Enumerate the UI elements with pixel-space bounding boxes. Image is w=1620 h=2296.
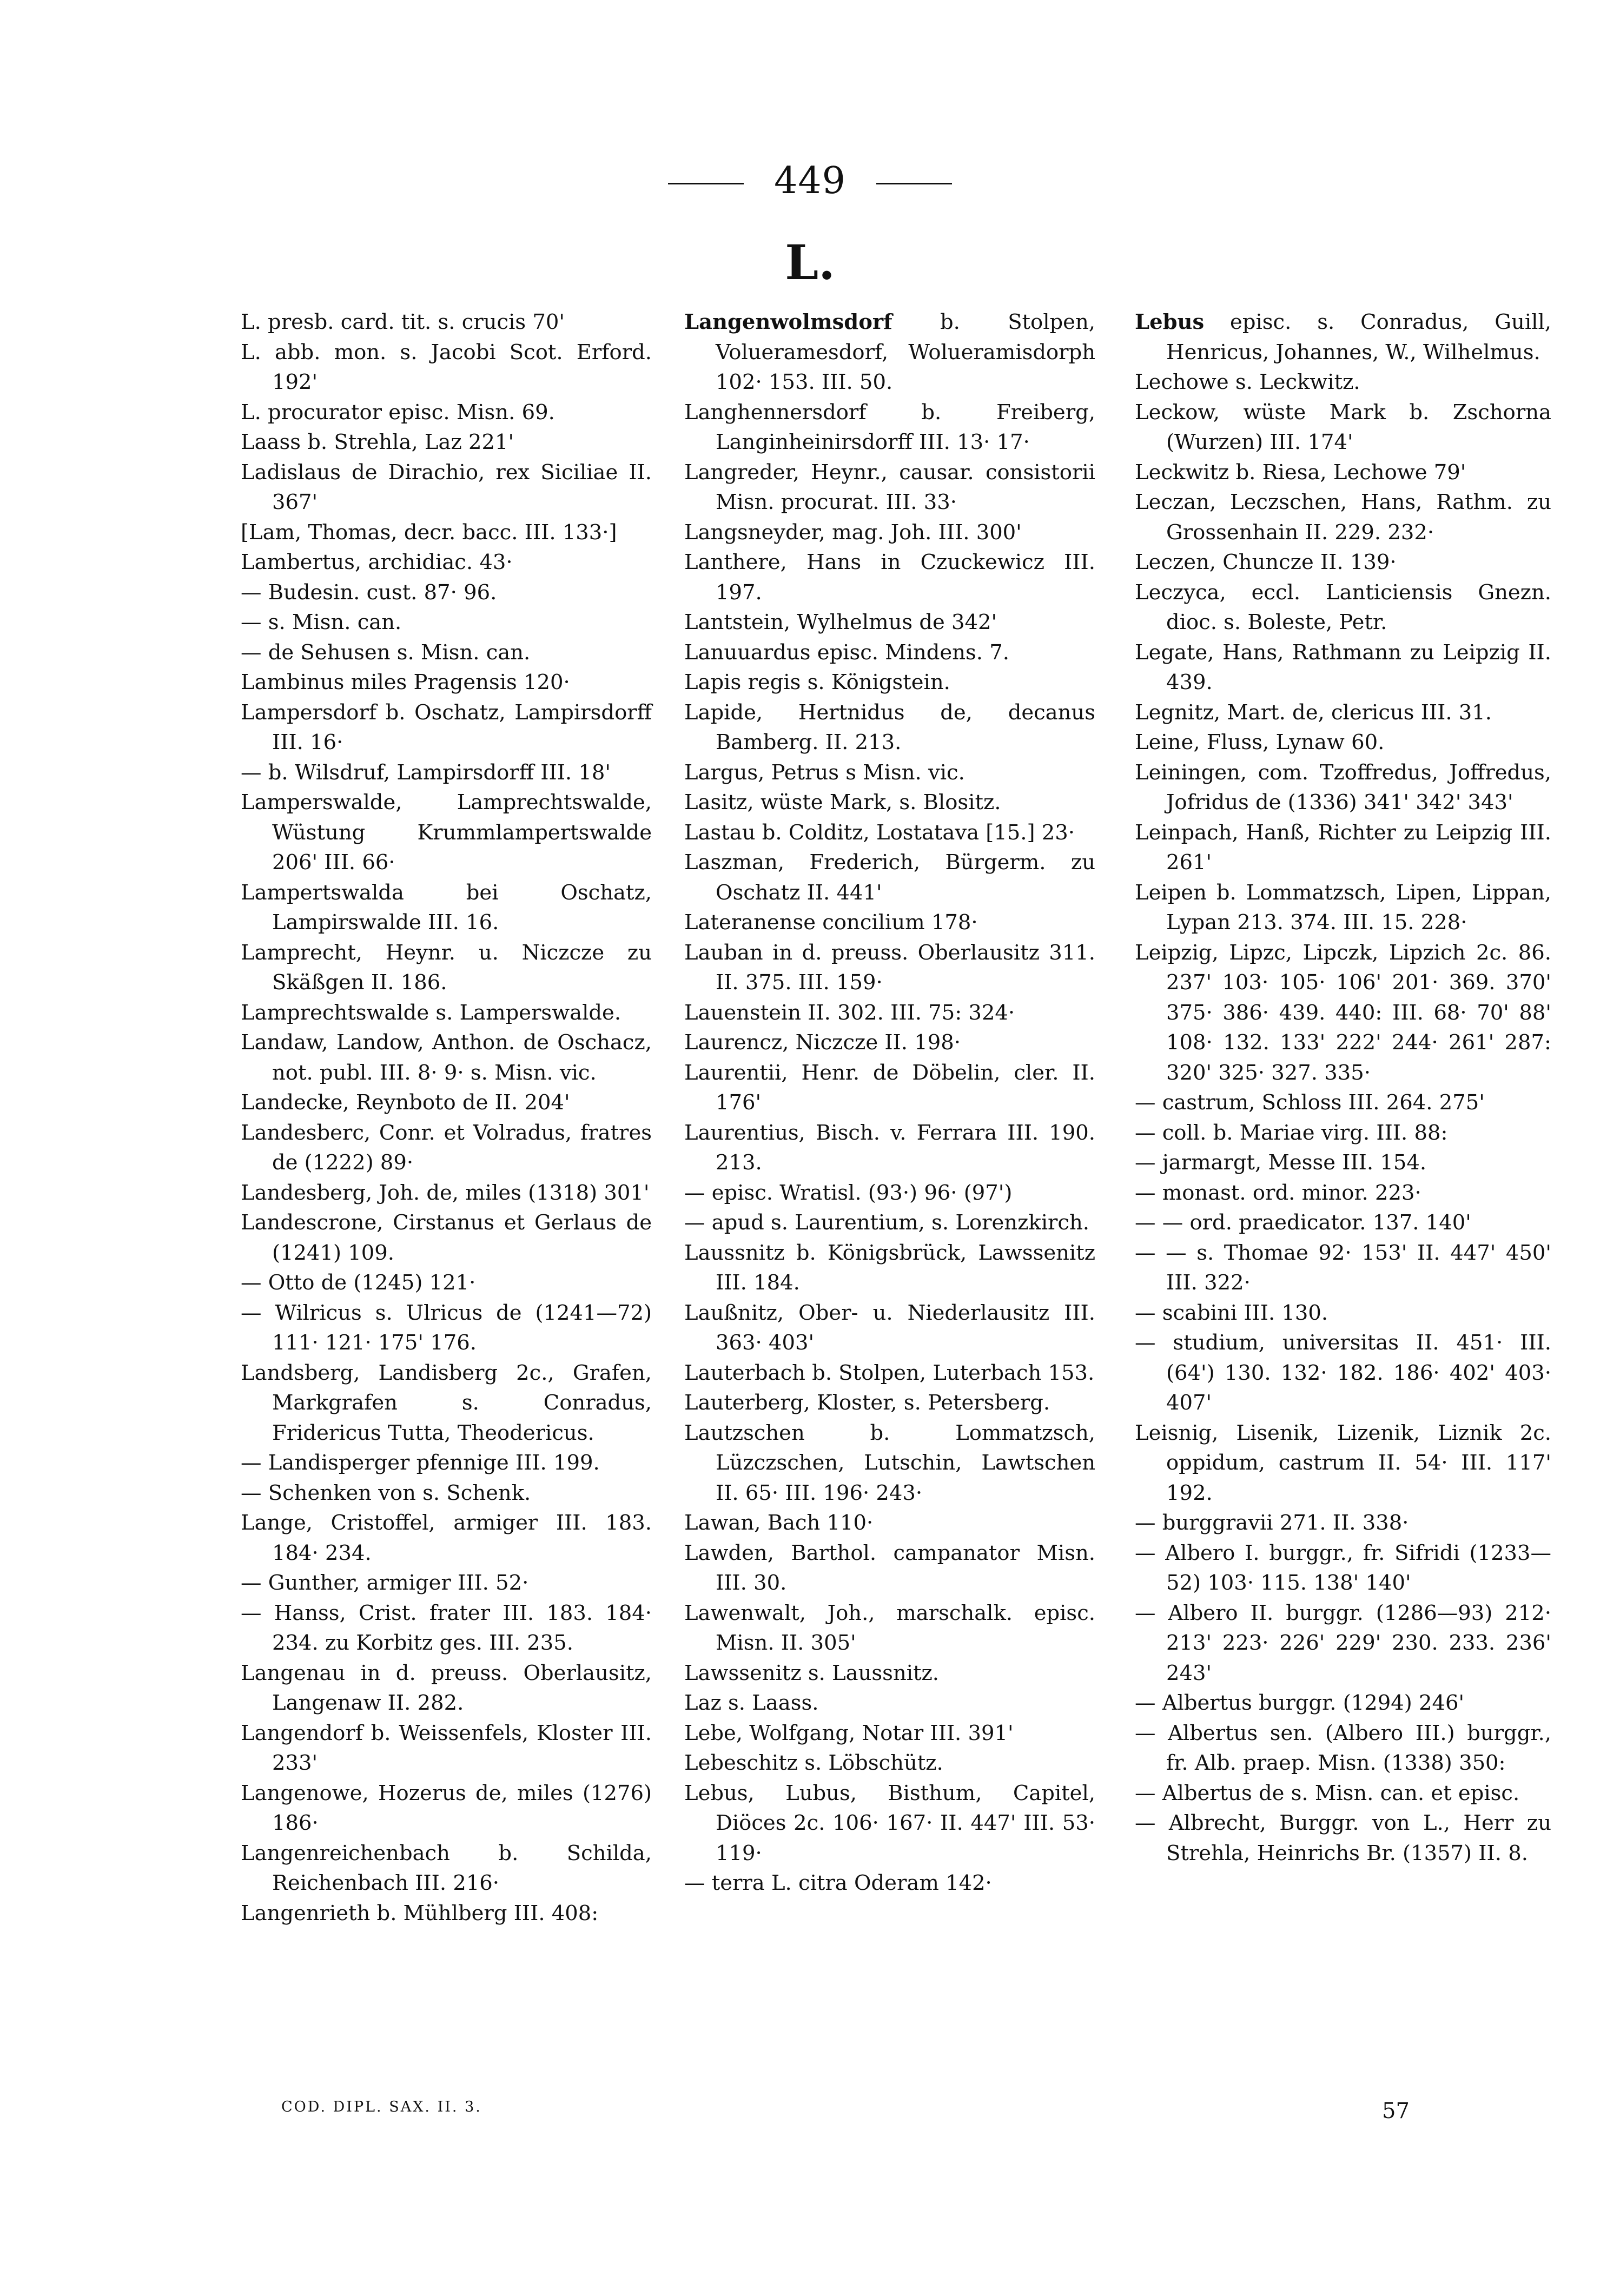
index-entry: Legnitz, Mart. de, clericus III. 31.	[1135, 700, 1492, 725]
index-entry: L. abb. mon. s. Jacobi Scot. Erford. 192'	[241, 340, 652, 394]
index-entry: Landesberc, Conr. et Volradus, fratres de (1222) 89·	[241, 1120, 652, 1175]
index-entry: — Albero II. burggr. (1286—93) 212· 213' 223· 226' 229' 230. 233. 236' 243'	[1135, 1600, 1551, 1685]
index-entry: Lastau b. Colditz, Lostatava [15.] 23·	[684, 820, 1075, 845]
entry-lemma: Langenwolmsdorf	[684, 310, 892, 334]
index-entry: L. procurator episc. Misn. 69.	[241, 400, 555, 425]
index-entry: Lamprecht, Heynr. u. Niczcze zu Skäßgen II. 186.	[241, 940, 652, 995]
index-entry: — apud s. Laurentium, s. Lorenzkirch.	[684, 1210, 1090, 1235]
index-entry: — — s. Thomae 92· 153' II. 447' 450' III. 322·	[1135, 1240, 1551, 1295]
index-entry: Leiningen, com. Tzoffredus, Joffredus, Jofridus de (1336) 341' 342' 343'	[1135, 760, 1551, 815]
index-entry: [Lam, Thomas, decr. bacc. III. 133·]	[241, 520, 617, 545]
page-number-header	[0, 160, 1620, 203]
index-entry: Lebeschitz s. Löbschütz.	[684, 1751, 943, 1775]
index-entry: Legate, Hans, Rathmann zu Leipzig II. 439.	[1135, 640, 1551, 694]
index-entry: Lambinus miles Pragensis 120·	[241, 670, 570, 694]
index-entry: Lautzschen b. Lommatzsch, Lüzczschen, Lutschin, Lawtschen II. 65· III. 196· 243·	[684, 1420, 1095, 1505]
index-entry: Lapide, Hertnidus de, decanus Bamberg. II. 213.	[684, 700, 1095, 755]
index-entry: Lawden, Barthol. campanator Misn. III. 30.	[684, 1540, 1095, 1595]
index-entry: Langendorf b. Weissenfels, Kloster III. 233'	[241, 1721, 652, 1775]
index-entry: Langenwolmsdorf b. Stolpen, Volueramesdorf, Wolueramisdorph 102· 153. III. 50.	[684, 310, 1095, 394]
index-column-right	[1135, 307, 1551, 1868]
index-entry: Leipzig, Lipzc, Lipczk, Lipzich 2c. 86. 237' 103· 105· 106' 201· 369. 370' 375· 386· 439. 440: III. 68· 70' 88' 108· 132. 133' 222' 244· 261' 287: 320' 325· 327. 335·	[1135, 940, 1551, 1085]
index-entry: — episc. Wratisl. (93·) 96· (97')	[684, 1180, 1013, 1205]
index-entry: Largus, Petrus s Misn. vic.	[684, 760, 965, 785]
index-entry: — de Sehusen s. Misn. can.	[241, 640, 531, 665]
index-entry: Lanthere, Hans in Czuckewicz III. 197.	[684, 550, 1095, 605]
index-entry: — Albertus de s. Misn. can. et episc.	[1135, 1781, 1520, 1805]
index-entry: Langenrieth b. Mühlberg III. 408:	[241, 1901, 599, 1926]
index-entry: Lauban in d. preuss. Oberlausitz 311. II. 375. III. 159·	[684, 940, 1095, 995]
index-entry: Lateranense concilium 178·	[684, 910, 978, 935]
index-entry: Lechowe s. Leckwitz.	[1135, 370, 1360, 394]
index-entry: Laußnitz, Ober- u. Niederlausitz III. 363· 403'	[684, 1300, 1095, 1355]
index-entry: Leckow, wüste Mark b. Zschorna (Wurzen) III. 174'	[1135, 400, 1551, 454]
index-entry: Leczan, Leczschen, Hans, Rathm. zu Grossenhain II. 229. 232·	[1135, 490, 1551, 545]
index-entry: Landecke, Reynboto de II. 204'	[241, 1090, 570, 1115]
index-entry: Leipen b. Lommatzsch, Lipen, Lippan, Lypan 213. 374. III. 15. 228·	[1135, 880, 1551, 935]
index-entry: Lamprechtswalde s. Lamperswalde.	[241, 1000, 621, 1025]
index-entry: — Landisperger pfennige III. 199.	[241, 1451, 600, 1475]
index-entry: Lawenwalt, Joh., marschalk. episc. Misn. II. 305'	[684, 1600, 1095, 1655]
index-entry: — Gunther, armiger III. 52·	[241, 1571, 529, 1595]
index-entry: Lapis regis s. Königstein.	[684, 670, 950, 694]
index-entry: Leinpach, Hanß, Richter zu Leipzig III. 261'	[1135, 820, 1551, 875]
left-rule	[668, 183, 744, 184]
index-entry: Lamperswalde, Lamprechtswalde, Wüstung Krummlampertswalde 206' III. 66·	[241, 790, 652, 875]
index-entry: — scabini III. 130.	[1135, 1300, 1328, 1325]
index-column-left	[241, 307, 652, 1928]
right-rule	[876, 183, 952, 184]
index-entry: — Albertus burggr. (1294) 246'	[1135, 1691, 1465, 1715]
index-entry: Landescrone, Cirstanus et Gerlaus de (1241) 109.	[241, 1210, 652, 1265]
index-entry: — jarmargt, Messe III. 154.	[1135, 1150, 1427, 1175]
index-entry: — s. Misn. can.	[241, 610, 402, 634]
index-entry: Langreder, Heynr., causar. consistorii Misn. procurat. III. 33·	[684, 460, 1095, 514]
index-entry: — Albero I. burggr., fr. Sifridi (1233—52) 103· 115. 138' 140'	[1135, 1540, 1551, 1595]
index-entry: Langenau in d. preuss. Oberlausitz, Langenaw II. 282.	[241, 1660, 652, 1715]
index-entry: Lawssenitz s. Laussnitz.	[684, 1660, 940, 1685]
index-entry: Lasitz, wüste Mark, s. Blositz.	[684, 790, 1001, 815]
index-entry: Laz s. Laass.	[684, 1691, 819, 1715]
index-entry: Lauenstein II. 302. III. 75: 324·	[684, 1000, 1015, 1025]
index-entry: Leczyca, eccl. Lanticiensis Gnezn. dioc. s. Boleste, Petr.	[1135, 580, 1551, 634]
index-entry: Langsneyder, mag. Joh. III. 300'	[684, 520, 1022, 545]
index-entry: Laussnitz b. Königsbrück, Lawssenitz III. 184.	[684, 1240, 1095, 1295]
index-entry: — Albrecht, Burggr. von L., Herr zu Strehla, Heinrichs Br. (1357) II. 8.	[1135, 1811, 1551, 1865]
index-entry: Lampertswalda bei Oschatz, Lampirswalde III. 16.	[241, 880, 652, 935]
index-entry: Ladislaus de Dirachio, rex Siciliae II. 367'	[241, 460, 652, 514]
index-entry: Lantstein, Wylhelmus de 342'	[684, 610, 997, 634]
index-entry: Lawan, Bach 110·	[684, 1511, 874, 1535]
footer-sheet-number: 57	[1382, 2099, 1410, 2123]
index-entry: Lauterbach b. Stolpen, Luterbach 153.	[684, 1360, 1095, 1385]
index-entry: Laszman, Frederich, Bürgerm. zu Oschatz II. 441'	[684, 850, 1095, 905]
index-entry: Langhennersdorf b. Freiberg, Langinheinirsdorff III. 13· 17·	[684, 400, 1095, 454]
index-entry: Laurentii, Henr. de Döbelin, cler. II. 176'	[684, 1060, 1095, 1115]
index-entry: — — ord. praedicator. 137. 140'	[1135, 1210, 1471, 1235]
index-entry: Langenowe, Hozerus de, miles (1276) 186·	[241, 1781, 652, 1835]
index-entry: L. presb. card. tit. s. crucis 70'	[241, 310, 565, 334]
index-entry: Landsberg, Landisberg 2c., Grafen, Markgrafen s. Conradus, Fridericus Tutta, Theodericus.	[241, 1360, 652, 1445]
index-entry: — Hanss, Crist. frater III. 183. 184· 234. zu Korbitz ges. III. 235.	[241, 1600, 652, 1655]
index-entry: Lebus, Lubus, Bisthum, Capitel, Diöces 2c. 106· 167· II. 447' III. 53· 119·	[684, 1781, 1095, 1865]
index-entry: Lebus episc. s. Conradus, Guill, Henricus, Johannes, W., Wilhelmus.	[1135, 310, 1551, 365]
index-entry: Landesberg, Joh. de, miles (1318) 301'	[241, 1180, 650, 1205]
index-entry: Leisnig, Lisenik, Lizenik, Liznik 2c. oppidum, castrum II. 54· III. 117' 192.	[1135, 1420, 1551, 1505]
section-letter: L.	[785, 234, 835, 290]
page-number: 449	[774, 160, 846, 202]
entry-lemma: Lebus	[1135, 310, 1205, 334]
index-column-middle	[684, 307, 1095, 1898]
index-entry: Lampersdorf b. Oschatz, Lampirsdorff III. 16·	[241, 700, 652, 755]
index-entry: — Albertus sen. (Albero III.) burggr., fr. Alb. praep. Misn. (1338) 350:	[1135, 1721, 1551, 1775]
index-entry: Lebe, Wolfgang, Notar III. 391'	[684, 1721, 1014, 1745]
index-entry: Lanuuardus episc. Mindens. 7.	[684, 640, 1009, 665]
index-entry: Laass b. Strehla, Laz 221'	[241, 430, 514, 454]
index-entry: — burggravii 271. II. 338·	[1135, 1511, 1409, 1535]
index-entry: — coll. b. Mariae virg. III. 88:	[1135, 1120, 1448, 1145]
index-entry: — Budesin. cust. 87· 96.	[241, 580, 497, 605]
index-entry: Leckwitz b. Riesa, Lechowe 79'	[1135, 460, 1466, 485]
index-entry: — Wilricus s. Ulricus de (1241—72) 111· 121· 175' 176.	[241, 1300, 652, 1355]
footer-signature: COD. DIPL. SAX. II. 3.	[281, 2099, 482, 2115]
index-entry: — Otto de (1245) 121·	[241, 1271, 476, 1295]
index-entry: Langenreichenbach b. Schilda, Reichenbach III. 216·	[241, 1841, 652, 1895]
index-entry: — studium, universitas II. 451· III. (64') 130. 132· 182. 186· 402' 403· 407'	[1135, 1331, 1551, 1415]
index-entry: Leine, Fluss, Lynaw 60.	[1135, 730, 1385, 755]
index-entry: Lambertus, archidiac. 43·	[241, 550, 513, 574]
index-entry: Lauterberg, Kloster, s. Petersberg.	[684, 1391, 1050, 1415]
index-entry: — monast. ord. minor. 223·	[1135, 1180, 1421, 1205]
index-entry: Landaw, Landow, Anthon. de Oschacz, not. publ. III. 8· 9· s. Misn. vic.	[241, 1030, 652, 1085]
index-entry: Laurencz, Niczcze II. 198·	[684, 1030, 961, 1055]
index-entry: Leczen, Chuncze II. 139·	[1135, 550, 1397, 574]
index-entry: — castrum, Schloss III. 264. 275'	[1135, 1090, 1485, 1115]
index-entry: — terra L. citra Oderam 142·	[684, 1871, 992, 1895]
index-entry: Laurentius, Bisch. v. Ferrara III. 190. 213.	[684, 1120, 1095, 1175]
index-entry: — b. Wilsdruf, Lampirsdorff III. 18'	[241, 760, 611, 785]
index-entry: — Schenken von s. Schenk.	[241, 1480, 531, 1505]
index-entry: Lange, Cristoffel, armiger III. 183. 184· 234.	[241, 1511, 652, 1565]
